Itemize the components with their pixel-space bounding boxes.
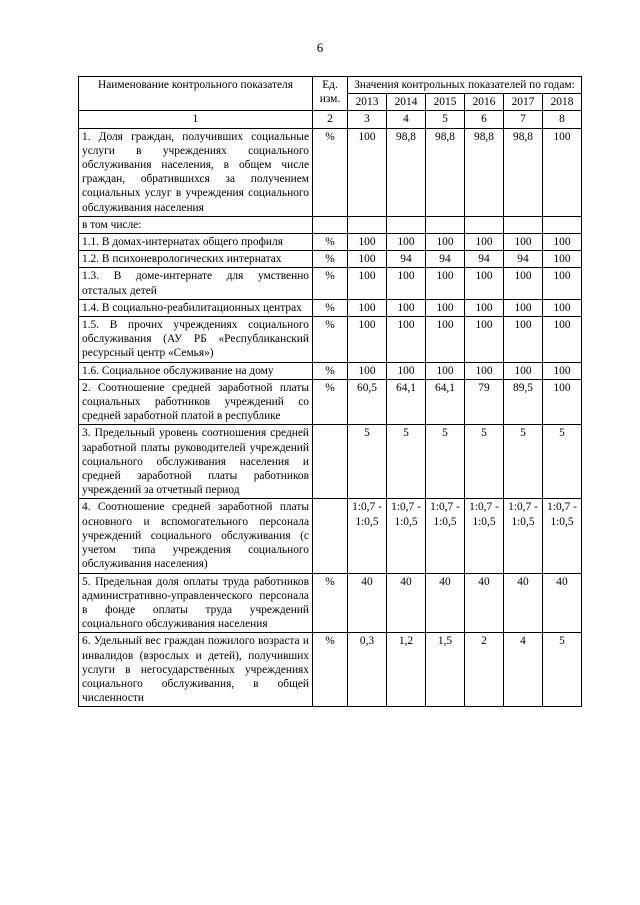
column-number: 6 — [465, 111, 504, 128]
value-cell: 40 — [387, 573, 426, 633]
value-cell: 100 — [387, 299, 426, 316]
value-cell: 100 — [543, 379, 582, 425]
value-cell: 1,5 — [426, 633, 465, 707]
table-row — [79, 379, 582, 425]
value-cell: 0,3 — [348, 633, 387, 707]
column-numbers-row — [79, 111, 582, 128]
value-cell: 100 — [504, 299, 543, 316]
indicator-name: 1.4. В социально-реабилитационных центрах — [79, 299, 313, 316]
value-cell: 5 — [543, 425, 582, 499]
table-body — [79, 128, 582, 707]
value-cell: 79 — [465, 379, 504, 425]
value-cell: 94 — [387, 251, 426, 268]
value-cell: 100 — [504, 268, 543, 299]
value-cell: 64,1 — [426, 379, 465, 425]
year-header: 2018 — [543, 94, 582, 111]
value-cell: 100 — [348, 268, 387, 299]
unit-cell: % — [313, 234, 348, 251]
table-row — [79, 268, 582, 299]
year-header: 2017 — [504, 94, 543, 111]
value-cell — [465, 216, 504, 233]
unit-cell: % — [313, 573, 348, 633]
value-cell: 1:0,7 - 1:0,5 — [504, 499, 543, 573]
unit-cell: % — [313, 633, 348, 707]
table-row — [79, 234, 582, 251]
value-cell: 94 — [504, 251, 543, 268]
value-cell: 40 — [543, 573, 582, 633]
value-cell: 100 — [348, 362, 387, 379]
year-header: 2013 — [348, 94, 387, 111]
value-cell: 100 — [504, 362, 543, 379]
indicator-name: 1.5. В прочих учреждениях социального обслуживания (АУ РБ «Республиканский ресурсный центр «Семья») — [79, 317, 313, 363]
value-cell: 4 — [504, 633, 543, 707]
table-row — [79, 425, 582, 499]
table-row — [79, 128, 582, 216]
value-cell: 100 — [387, 362, 426, 379]
value-cell: 5 — [543, 633, 582, 707]
column-number: 2 — [313, 111, 348, 128]
value-cell: 100 — [543, 251, 582, 268]
indicator-name: 5. Предельная доля оплаты труда работников административно-управленческого персонала в фонде оплаты труда учреждений социального обслуживания населения — [79, 573, 313, 633]
value-cell: 100 — [426, 317, 465, 363]
value-cell: 98,8 — [504, 128, 543, 216]
value-cell: 98,8 — [387, 128, 426, 216]
value-cell: 100 — [387, 317, 426, 363]
value-cell: 100 — [465, 268, 504, 299]
value-cell: 94 — [426, 251, 465, 268]
value-cell: 2 — [465, 633, 504, 707]
indicator-name: 1.6. Социальное обслуживание на дому — [79, 362, 313, 379]
unit-cell: % — [313, 379, 348, 425]
indicator-name: 1.3. В доме-интернате для умственно отсталых детей — [79, 268, 313, 299]
value-cell: 100 — [348, 299, 387, 316]
indicator-name: 1. Доля граждан, получивших социальные услуги в учреждениях социального обслуживания населения, в общем числе граждан, обратившихся за получением социальных услуг в учреждения социального обслуживания населения — [79, 128, 313, 216]
value-cell: 100 — [348, 128, 387, 216]
value-cell: 100 — [348, 234, 387, 251]
value-cell: 5 — [387, 425, 426, 499]
value-cell: 100 — [426, 268, 465, 299]
indicator-name: 1.2. В психоневрологических интернатах — [79, 251, 313, 268]
value-cell: 60,5 — [348, 379, 387, 425]
value-cell: 40 — [504, 573, 543, 633]
header-values: Значения контрольных показателей по годам: — [348, 77, 582, 94]
value-cell: 100 — [504, 317, 543, 363]
value-cell: 64,1 — [387, 379, 426, 425]
value-cell: 5 — [504, 425, 543, 499]
table-row — [79, 216, 582, 233]
unit-cell: % — [313, 317, 348, 363]
column-number: 5 — [426, 111, 465, 128]
value-cell: 100 — [348, 251, 387, 268]
control-indicators-table — [78, 76, 582, 707]
indicator-name: 2. Соотношение средней заработной платы социальных работников учреждений со средней заработной платой в республике — [79, 379, 313, 425]
column-number: 1 — [79, 111, 313, 128]
column-number: 7 — [504, 111, 543, 128]
value-cell — [387, 216, 426, 233]
indicator-name: 6. Удельный вес граждан пожилого возраста и инвалидов (взрослых и детей), получивших услуги в негосударственных учреждениях социального обслуживания, в общей численности — [79, 633, 313, 707]
indicator-name: в том числе: — [79, 216, 313, 233]
value-cell: 100 — [543, 128, 582, 216]
value-cell: 100 — [543, 362, 582, 379]
value-cell: 40 — [426, 573, 465, 633]
value-cell: 100 — [465, 299, 504, 316]
column-number: 8 — [543, 111, 582, 128]
value-cell: 100 — [543, 268, 582, 299]
column-number: 4 — [387, 111, 426, 128]
table-row — [79, 317, 582, 363]
value-cell: 100 — [426, 234, 465, 251]
value-cell: 5 — [348, 425, 387, 499]
value-cell: 1:0,7 - 1:0,5 — [543, 499, 582, 573]
year-header: 2015 — [426, 94, 465, 111]
value-cell: 1:0,7 - 1:0,5 — [348, 499, 387, 573]
table-row — [79, 299, 582, 316]
value-cell: 1:0,7 - 1:0,5 — [426, 499, 465, 573]
value-cell: 100 — [543, 317, 582, 363]
value-cell: 1:0,7 - 1:0,5 — [387, 499, 426, 573]
value-cell: 100 — [465, 234, 504, 251]
value-cell: 100 — [426, 362, 465, 379]
value-cell: 40 — [348, 573, 387, 633]
value-cell: 98,8 — [465, 128, 504, 216]
value-cell — [426, 216, 465, 233]
header-name: Наименование контрольного показателя — [79, 77, 313, 111]
value-cell: 100 — [387, 234, 426, 251]
unit-cell: % — [313, 268, 348, 299]
table-row — [79, 573, 582, 633]
value-cell: 5 — [426, 425, 465, 499]
value-cell: 5 — [465, 425, 504, 499]
table-row — [79, 362, 582, 379]
year-header: 2016 — [465, 94, 504, 111]
page-number: 6 — [316, 40, 324, 55]
value-cell: 94 — [465, 251, 504, 268]
indicator-name: 1.1. В домах-интернатах общего профиля — [79, 234, 313, 251]
header-unit: Ед. изм. — [313, 77, 348, 111]
value-cell: 100 — [543, 299, 582, 316]
indicator-name: 4. Соотношение средней заработной платы основного и вспомогательного персонала учреждений социального обслуживания (с учетом типа учреждения социального обслуживания населения) — [79, 499, 313, 573]
table-row — [79, 499, 582, 573]
column-number: 3 — [348, 111, 387, 128]
value-cell: 100 — [387, 268, 426, 299]
unit-cell — [313, 425, 348, 499]
indicator-name: 3. Предельный уровень соотношения средней заработной платы руководителей учреждений социального обслуживания населения и средней заработной платы работников учреждений за отчетный период — [79, 425, 313, 499]
value-cell: 100 — [426, 299, 465, 316]
value-cell — [543, 216, 582, 233]
value-cell: 98,8 — [426, 128, 465, 216]
value-cell: 1,2 — [387, 633, 426, 707]
unit-cell — [313, 499, 348, 573]
value-cell: 100 — [465, 317, 504, 363]
unit-cell: % — [313, 251, 348, 268]
unit-cell: % — [313, 362, 348, 379]
table-row — [79, 251, 582, 268]
unit-cell: % — [313, 128, 348, 216]
table-row — [79, 633, 582, 707]
value-cell: 40 — [465, 573, 504, 633]
year-header: 2014 — [387, 94, 426, 111]
value-cell: 100 — [465, 362, 504, 379]
value-cell: 100 — [543, 234, 582, 251]
value-cell: 100 — [504, 234, 543, 251]
unit-cell: % — [313, 299, 348, 316]
value-cell: 100 — [348, 317, 387, 363]
unit-cell — [313, 216, 348, 233]
value-cell: 89,5 — [504, 379, 543, 425]
value-cell — [348, 216, 387, 233]
value-cell: 1:0,7 - 1:0,5 — [465, 499, 504, 573]
value-cell — [504, 216, 543, 233]
